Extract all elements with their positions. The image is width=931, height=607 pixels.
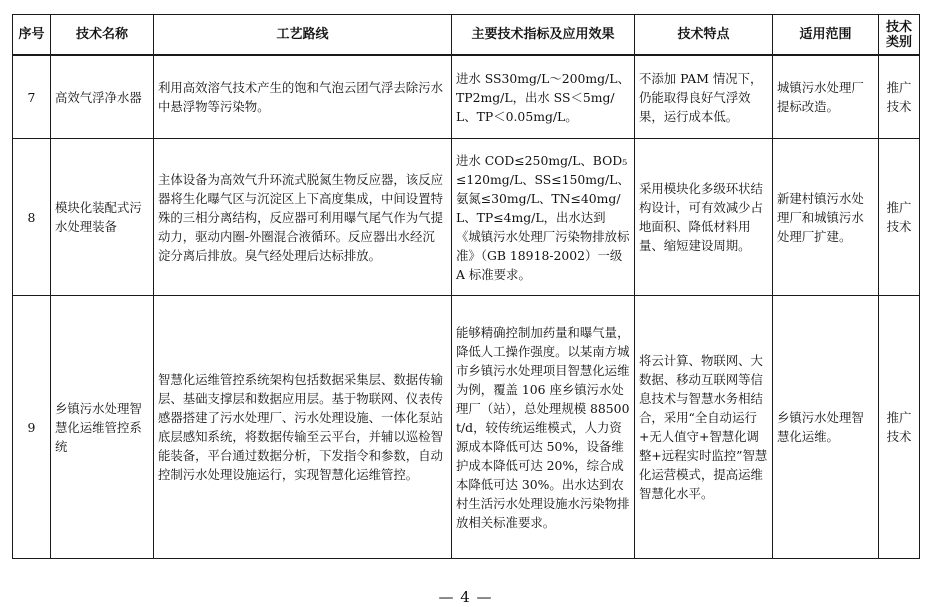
row-features: 将云计算、物联网、大数据、移动互联网等信息技术与智慧水务相结合，采用“全自动运行+无人值守+智慧化调整+远程实时监控”智慧化运营模式，提高运维智慧化水平。 [635,296,773,559]
header-features: 技术特点 [635,15,773,56]
header-name: 技术名称 [51,15,154,56]
header-route: 工艺路线 [154,15,452,56]
row-category: 推广技术 [879,55,920,139]
header-index: 序号 [13,15,51,56]
page-number: — 4 — [438,588,493,606]
row-index: 8 [13,139,51,296]
row-indicators: 能够精确控制加药量和曝气量，降低人工操作强度。以某南方城市乡镇污水处理项目智慧化运维为例，覆盖 106 座乡镇污水处理厂（站），总处理规模 88500t/d，较传统运维模式，人力资源成本降低可达 50%，设备维护成本降低可达 20%，综合成本降低可达 30%。出水达到农村生活污水处理设施水污染物排放相关标准要求。 [452,296,635,559]
row-features: 采用模块化多级环状结构设计，可有效减少占地面积、降低材料用量、缩短建设周期。 [635,139,773,296]
row-process-route: 主体设备为高效气升环流式脱氮生物反应器，该反应器将生化曝气区与沉淀区上下高度集成，中间设置特殊的三相分离结构，反应器可利用曝气尾气作为气提动力，驱动内圈-外圈混合液循环。反应器出水经沉淀分离后排放。臭气经处理后达标排放。 [154,139,452,296]
row-tech-name: 模块化装配式污水处理装备 [51,139,154,296]
row-scope: 乡镇污水处理智慧化运维。 [773,296,879,559]
row-indicators: 进水 SS30mg/L～200mg/L、TP2mg/L，出水 SS＜5mg/L、TP＜0.05mg/L。 [452,55,635,139]
table-body [13,55,920,559]
row-tech-name: 高效气浮净水器 [51,55,154,139]
row-indicators: 进水 COD≤250mg/L、BOD₅≤120mg/L、SS≤150mg/L、氨氮≤30mg/L、TN≤40mg/L、TP≤4mg/L，出水达到《城镇污水处理厂污染物排放标准》（GB 18918-2002）一级 A 标准要求。 [452,139,635,296]
header-indicators: 主要技术指标及应用效果 [452,15,635,56]
row-index: 9 [13,296,51,559]
table-row [13,296,920,559]
row-scope: 新建村镇污水处理厂和城镇污水处理厂扩建。 [773,139,879,296]
row-index: 7 [13,55,51,139]
technology-table [12,14,920,559]
table-header [13,15,920,56]
row-category: 推广技术 [879,139,920,296]
row-category: 推广技术 [879,296,920,559]
row-tech-name: 乡镇污水处理智慧化运维管控系统 [51,296,154,559]
header-row [13,15,920,56]
row-process-route: 智慧化运维管控系统架构包括数据采集层、数据传输层、基础支撑层和数据应用层。基于物联网、仪表传感器搭建了污水处理厂、污水处理设施、一体化泵站底层感知系统，将数据传输至云平台，并辅以巡检智能装备，平台通过数据分析，下发指令和参数，自动控制污水处理设施运行，实现智慧化运维管控。 [154,296,452,559]
header-category: 技术类别 [879,15,920,56]
row-features: 不添加 PAM 情况下，仍能取得良好气浮效果，运行成本低。 [635,55,773,139]
row-process-route: 利用高效溶气技术产生的饱和气泡云团气浮去除污水中悬浮物等污染物。 [154,55,452,139]
header-scope: 适用范围 [773,15,879,56]
table-row [13,139,920,296]
table-row [13,55,920,139]
row-scope: 城镇污水处理厂提标改造。 [773,55,879,139]
